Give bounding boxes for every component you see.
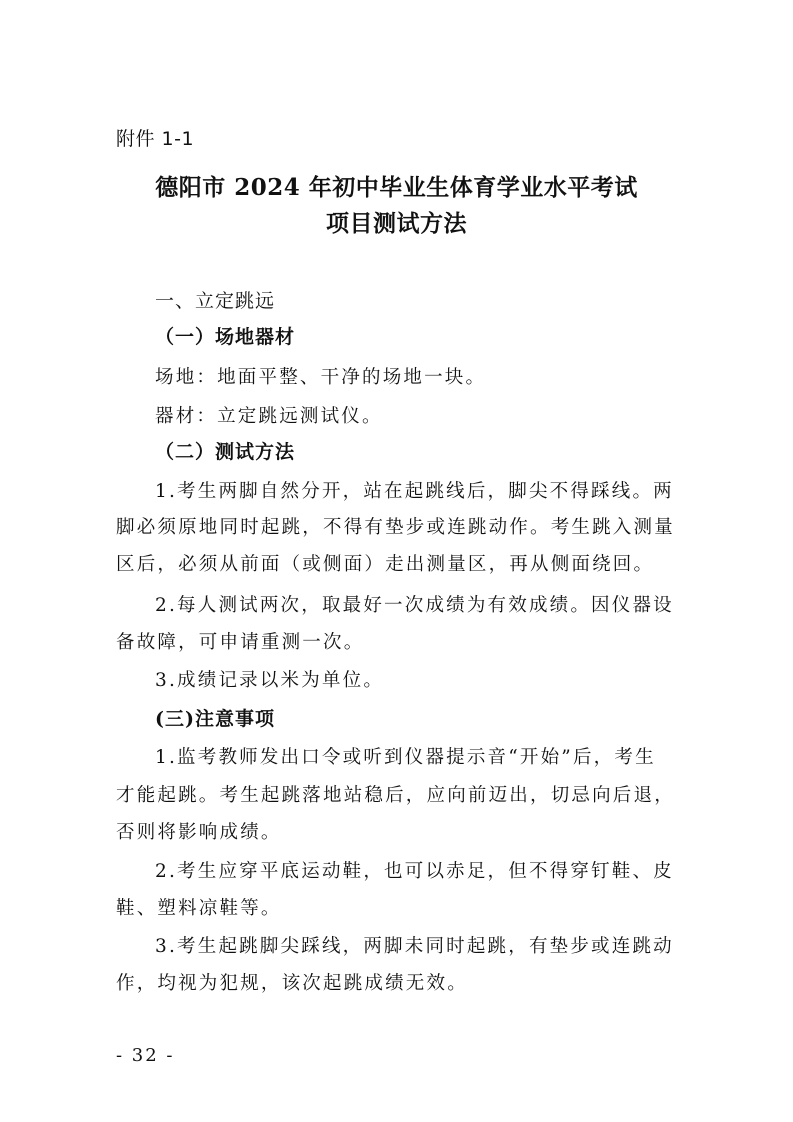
paragraph-line: 作，均视为犯规，该次起跳成绩无效。 [116, 973, 468, 994]
paragraph-line: 否则将影响成绩。 [116, 822, 282, 843]
attachment-label: 附件 1-1 [116, 128, 195, 150]
paragraph-line: 器材：立定跳远测试仪。 [155, 406, 383, 427]
document-title: 德阳市 2024 年初中毕业生体育学业水平考试 [155, 174, 638, 201]
paragraph-line: 鞋、塑料凉鞋等。 [116, 898, 282, 919]
document-subtitle: 项目测试方法 [326, 210, 467, 237]
paragraph-line: 脚必须原地同时起跳，不得有垫步或连跳动作。考生跳入测量 [116, 517, 675, 538]
paragraph-line: 2.每人测试两次，取最好一次成绩为有效成绩。因仪器设 [155, 595, 674, 616]
paragraph-line: 区后，必须从前面（或侧面）走出测量区，再从侧面绕回。 [116, 554, 655, 575]
subheading-test-method: （二）测试方法 [155, 441, 296, 463]
subheading-venue-equipment: （一）场地器材 [155, 326, 296, 348]
subheading-precautions: (三)注意事项 [155, 708, 275, 730]
paragraph-line: 3.成绩记录以米为单位。 [155, 670, 385, 691]
paragraph-line: 才能起跳。考生起跳落地站稳后，应向前迈出，切忌向后退， [116, 785, 675, 806]
paragraph-line: 1.监考教师发出口令或听到仪器提示音“开始”后，考生 [155, 747, 656, 768]
paragraph-line: 1.考生两脚自然分开，站在起跳线后，脚尖不得踩线。两 [155, 481, 674, 502]
paragraph-line: 备故障，可申请重测一次。 [116, 632, 365, 653]
paragraph-line: 场地：地面平整、干净的场地一块。 [155, 367, 487, 388]
page-number: - 32 - [116, 1045, 175, 1066]
paragraph-line: 2.考生应穿平底运动鞋，也可以赤足，但不得穿钉鞋、皮 [155, 861, 674, 882]
paragraph-line: 3.考生起跳脚尖踩线，两脚未同时起跳，有垫步或连跳动 [155, 936, 674, 957]
section-heading-standing-long-jump: 一、立定跳远 [155, 290, 276, 312]
